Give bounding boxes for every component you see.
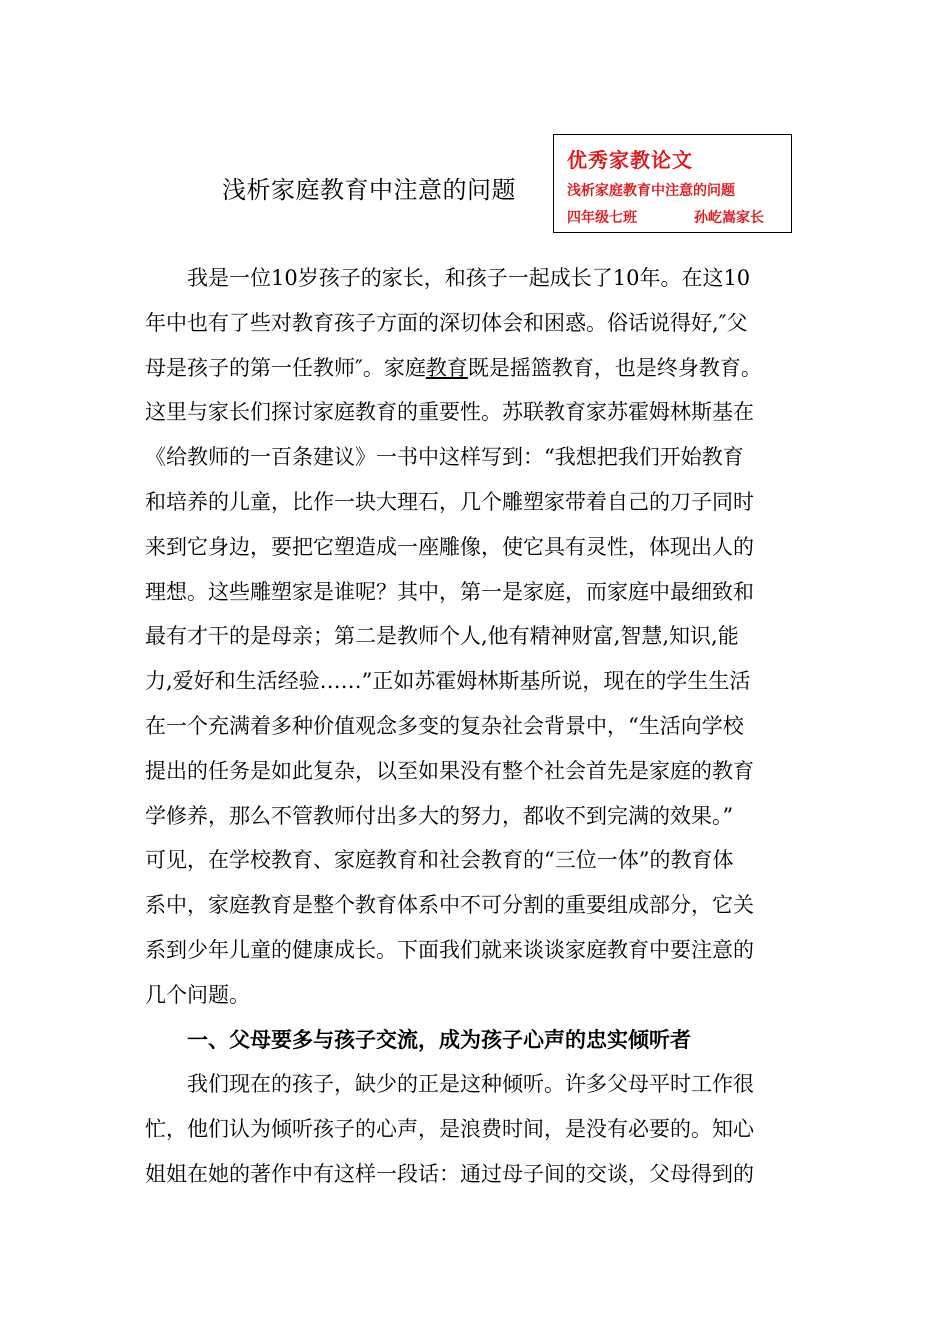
article-body	[145, 256, 805, 1197]
page-title: 浅析家庭教育中注意的问题	[222, 176, 516, 204]
text-line: 这里与家长们探讨家庭教育的重要性。苏联教育家苏霍姆林斯基在	[145, 400, 754, 425]
stamp-class: 四年级七班	[567, 210, 637, 226]
text-line: 来到它身边，要把它塑造成一座雕像，使它具有灵性，体现出人的	[145, 534, 754, 559]
text-line: 学修养，那么不管教师付出多大的努力，都收不到完满的效果。”	[145, 803, 734, 828]
text-line: 最有才干的是母亲；第二是教师个人,他有精神财富,智慧,知识,能	[145, 624, 739, 649]
award-stamp-box	[553, 134, 792, 233]
text-line: 几个问题。	[145, 982, 250, 1007]
text-line: 我是一位10岁孩子的家长，和孩子一起成长了10年。在这10	[187, 266, 751, 290]
text-segment: 母是孩子的第一任教师″。家庭	[145, 355, 426, 380]
underlined-word: 教育	[425, 355, 468, 380]
text-line	[145, 346, 805, 391]
stamp-parent: 孙屹嵩家长	[694, 210, 764, 226]
text-line: 可见，在学校教育、家庭教育和社会教育的“三位一体”的教育体	[145, 848, 734, 873]
text-line: 姐姐在她的著作中有这样一段话：通过母子间的交谈，父母得到的	[145, 1161, 754, 1186]
text-line: 提出的任务是如此复杂，以至如果没有整个社会首先是家庭的教育	[145, 758, 754, 783]
stamp-subtitle: 浅析家庭教育中注意的问题	[567, 183, 735, 199]
text-line: 系到少年儿童的健康成长。下面我们就来谈谈家庭教育中要注意的	[145, 937, 754, 962]
text-segment: 既是摇篮教育，也是终身教育。	[467, 355, 762, 380]
text-line: 在一个充满着多种价值观念多变的复杂社会背景中，“生活向学校	[145, 713, 744, 738]
section-heading: 一、父母要多与孩子交流，成为孩子心声的忠实倾听者	[187, 1027, 691, 1052]
text-line: 系中，家庭教育是整个教育体系中不可分割的重要组成部分，它关	[145, 893, 754, 918]
text-line: 和培养的儿童，比作一块大理石，几个雕塑家带着自己的刀子同时	[145, 489, 754, 514]
text-line: 忙，他们认为倾听孩子的心声，是浪费时间，是没有必要的。知心	[145, 1117, 754, 1142]
stamp-title: 优秀家教论文	[567, 148, 693, 172]
text-line: 力,爱好和生活经验……”正如苏霍姆林斯基所说，现在的学生生活	[145, 669, 751, 694]
text-line: 《给教师的一百条建议》一书中这样写到：“我想把我们开始教育	[145, 445, 744, 470]
text-line: 我们现在的孩子，缺少的正是这种倾听。许多父母平时工作很	[187, 1072, 754, 1097]
text-line: 年中也有了些对教育孩子方面的深切体会和困惑。俗话说得好,″父	[145, 310, 748, 335]
text-line: 理想。这些雕塑家是谁呢？其中，第一是家庭，而家庭中最细致和	[145, 579, 754, 604]
